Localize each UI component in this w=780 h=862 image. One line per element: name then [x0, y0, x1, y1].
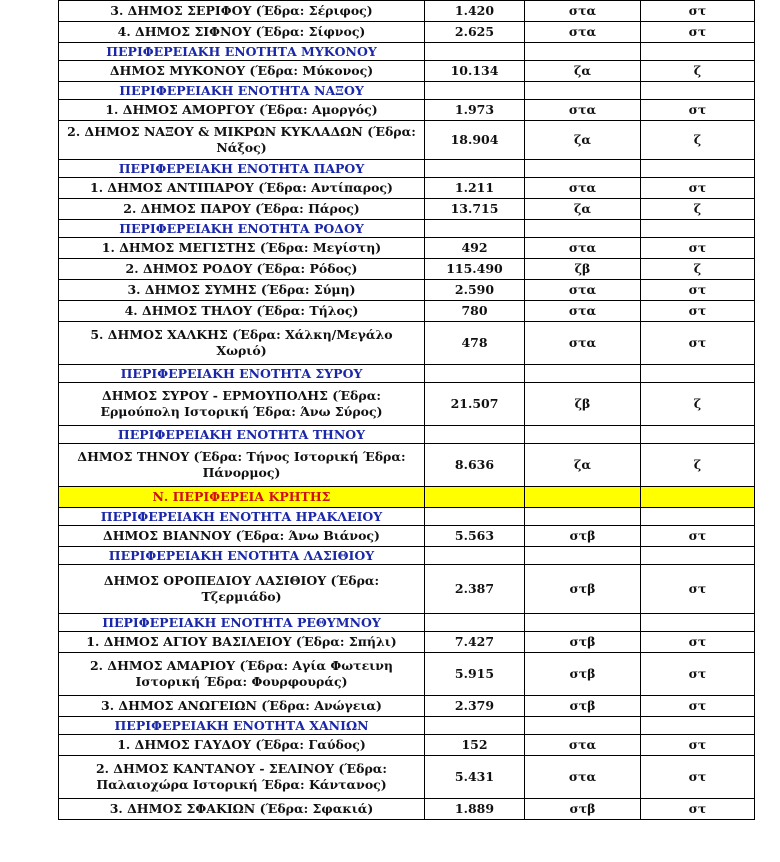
- unit-header-row: [59, 426, 755, 444]
- population-cell: 115.490: [425, 259, 525, 280]
- unit-name-cell: ΠΕΡΙΦΕΡΕΙΑΚΗ ΕΝΟΤΗΤΑ ΠΑΡΟΥ: [59, 160, 425, 178]
- population-cell: [425, 547, 525, 565]
- category-cell: [525, 220, 641, 238]
- class-cell: στ: [641, 526, 755, 547]
- table-row: [59, 322, 755, 365]
- municipality-name-cell: ΔΗΜΟΣ ΣΥΡΟΥ - ΕΡΜΟΥΠΟΛΗΣ (Έδρα: Ερμούπολη Ιστορική Έδρα: Άνω Σύρος): [59, 383, 425, 426]
- table-row: [59, 735, 755, 756]
- class-cell: στ: [641, 280, 755, 301]
- population-cell: 8.636: [425, 444, 525, 487]
- municipality-name-cell: ΔΗΜΟΣ ΤΗΝΟΥ (Έδρα: Τήνος Ιστορική Έδρα: Πάνορμος): [59, 444, 425, 487]
- unit-name-cell: ΠΕΡΙΦΕΡΕΙΑΚΗ ΕΝΟΤΗΤΑ ΣΥΡΟΥ: [59, 365, 425, 383]
- municipality-name-cell: 3. ΔΗΜΟΣ ΑΝΩΓΕΙΩΝ (Έδρα: Ανώγεια): [59, 696, 425, 717]
- population-cell: 21.507: [425, 383, 525, 426]
- table-row: [59, 756, 755, 799]
- class-cell: στ: [641, 565, 755, 614]
- class-cell: ζ: [641, 61, 755, 82]
- class-cell: [641, 508, 755, 526]
- municipality-name-cell: 5. ΔΗΜΟΣ ΧΑΛΚΗΣ (Έδρα: Χάλκη/Μεγάλο Χωριό): [59, 322, 425, 365]
- class-cell: ζ: [641, 121, 755, 160]
- population-cell: 1.420: [425, 1, 525, 22]
- class-cell: στ: [641, 1, 755, 22]
- population-cell: 2.625: [425, 22, 525, 43]
- category-cell: στβ: [525, 632, 641, 653]
- municipality-name-cell: 2. ΔΗΜΟΣ ΚΑΝΤΑΝΟΥ - ΣΕΛΙΝΟΥ (Έδρα: Παλαιοχώρα Ιστορική Έδρα: Κάντανος): [59, 756, 425, 799]
- population-cell: 7.427: [425, 632, 525, 653]
- population-cell: [425, 508, 525, 526]
- table-row: [59, 565, 755, 614]
- class-cell: στ: [641, 178, 755, 199]
- population-cell: 1.973: [425, 100, 525, 121]
- class-cell: στ: [641, 100, 755, 121]
- unit-header-row: [59, 220, 755, 238]
- unit-name-cell: ΠΕΡΙΦΕΡΕΙΑΚΗ ΕΝΟΤΗΤΑ ΡΕΘΥΜΝΟΥ: [59, 614, 425, 632]
- municipality-name-cell: 3. ΔΗΜΟΣ ΣΦΑΚΙΩΝ (Έδρα: Σφακιά): [59, 799, 425, 820]
- municipality-table-page: [58, 0, 754, 820]
- population-cell: 1.889: [425, 799, 525, 820]
- class-cell: στ: [641, 238, 755, 259]
- class-cell: ζ: [641, 199, 755, 220]
- category-cell: ζβ: [525, 259, 641, 280]
- class-cell: [641, 82, 755, 100]
- municipality-name-cell: 2. ΔΗΜΟΣ ΡΟΔΟΥ (Έδρα: Ρόδος): [59, 259, 425, 280]
- unit-header-row: [59, 717, 755, 735]
- population-cell: [425, 82, 525, 100]
- class-cell: στ: [641, 799, 755, 820]
- category-cell: στα: [525, 178, 641, 199]
- municipality-name-cell: 3. ΔΗΜΟΣ ΣΕΡΙΦΟΥ (Έδρα: Σέριφος): [59, 1, 425, 22]
- category-cell: στβ: [525, 696, 641, 717]
- unit-name-cell: ΠΕΡΙΦΕΡΕΙΑΚΗ ΕΝΟΤΗΤΑ ΜΥΚΟΝΟΥ: [59, 43, 425, 61]
- municipality-name-cell: ΔΗΜΟΣ ΟΡΟΠΕΔΙΟΥ ΛΑΣΙΘΙΟΥ (Έδρα: Τζερμιάδο): [59, 565, 425, 614]
- population-cell: [425, 160, 525, 178]
- municipality-name-cell: 2. ΔΗΜΟΣ ΝΑΞΟΥ & ΜΙΚΡΩΝ ΚΥΚΛΑΔΩΝ (Έδρα: Νάξος): [59, 121, 425, 160]
- table-row: [59, 238, 755, 259]
- category-cell: στα: [525, 280, 641, 301]
- population-cell: 5.915: [425, 653, 525, 696]
- unit-header-row: [59, 547, 755, 565]
- category-cell: στα: [525, 301, 641, 322]
- unit-name-cell: ΠΕΡΙΦΕΡΕΙΑΚΗ ΕΝΟΤΗΤΑ ΗΡΑΚΛΕΙΟΥ: [59, 508, 425, 526]
- category-cell: [525, 717, 641, 735]
- table-row: [59, 632, 755, 653]
- unit-name-cell: ΠΕΡΙΦΕΡΕΙΑΚΗ ΕΝΟΤΗΤΑ ΧΑΝΙΩΝ: [59, 717, 425, 735]
- category-cell: ζα: [525, 199, 641, 220]
- municipality-name-cell: 4. ΔΗΜΟΣ ΤΗΛΟΥ (Έδρα: Τήλος): [59, 301, 425, 322]
- unit-name-cell: ΠΕΡΙΦΕΡΕΙΑΚΗ ΕΝΟΤΗΤΑ ΤΗΝΟΥ: [59, 426, 425, 444]
- unit-name-cell: ΠΕΡΙΦΕΡΕΙΑΚΗ ΕΝΟΤΗΤΑ ΝΑΞΟΥ: [59, 82, 425, 100]
- table-row: [59, 178, 755, 199]
- municipality-name-cell: 1. ΔΗΜΟΣ ΑΝΤΙΠΑΡΟΥ (Έδρα: Αντίπαρος): [59, 178, 425, 199]
- class-cell: [641, 365, 755, 383]
- population-cell: 18.904: [425, 121, 525, 160]
- population-cell: 10.134: [425, 61, 525, 82]
- municipality-name-cell: 4. ΔΗΜΟΣ ΣΙΦΝΟΥ (Έδρα: Σίφνος): [59, 22, 425, 43]
- municipality-name-cell: 1. ΔΗΜΟΣ ΓΑΥΔΟΥ (Έδρα: Γαύδος): [59, 735, 425, 756]
- category-cell: [525, 160, 641, 178]
- population-cell: [425, 220, 525, 238]
- class-cell: στ: [641, 632, 755, 653]
- population-cell: 1.211: [425, 178, 525, 199]
- category-cell: [525, 487, 641, 508]
- region-name-cell: Ν. ΠΕΡΙΦΕΡΕΙΑ ΚΡΗΤΗΣ: [59, 487, 425, 508]
- class-cell: στ: [641, 653, 755, 696]
- population-cell: 2.387: [425, 565, 525, 614]
- table-row: [59, 301, 755, 322]
- population-cell: [425, 487, 525, 508]
- table-row: [59, 22, 755, 43]
- category-cell: [525, 426, 641, 444]
- category-cell: [525, 614, 641, 632]
- municipality-name-cell: ΔΗΜΟΣ ΜΥΚΟΝΟΥ (Έδρα: Μύκονος): [59, 61, 425, 82]
- category-cell: στα: [525, 322, 641, 365]
- class-cell: ζ: [641, 383, 755, 426]
- class-cell: [641, 220, 755, 238]
- class-cell: στ: [641, 696, 755, 717]
- category-cell: [525, 508, 641, 526]
- table-row: [59, 696, 755, 717]
- category-cell: στβ: [525, 526, 641, 547]
- table-row: [59, 61, 755, 82]
- class-cell: στ: [641, 322, 755, 365]
- population-cell: 5.431: [425, 756, 525, 799]
- category-cell: στα: [525, 735, 641, 756]
- class-cell: [641, 717, 755, 735]
- population-cell: 478: [425, 322, 525, 365]
- table-body: [59, 1, 755, 820]
- table-row: [59, 444, 755, 487]
- municipality-name-cell: 2. ΔΗΜΟΣ ΑΜΑΡΙΟΥ (Έδρα: Αγία Φωτεινη Ιστορική Έδρα: Φουρφουράς): [59, 653, 425, 696]
- municipality-table: [58, 0, 755, 820]
- unit-header-row: [59, 614, 755, 632]
- table-row: [59, 280, 755, 301]
- class-cell: στ: [641, 22, 755, 43]
- population-cell: 492: [425, 238, 525, 259]
- unit-name-cell: ΠΕΡΙΦΕΡΕΙΑΚΗ ΕΝΟΤΗΤΑ ΛΑΣΙΘΙΟΥ: [59, 547, 425, 565]
- unit-header-row: [59, 82, 755, 100]
- class-cell: στ: [641, 301, 755, 322]
- population-cell: [425, 365, 525, 383]
- category-cell: ζβ: [525, 383, 641, 426]
- municipality-name-cell: 2. ΔΗΜΟΣ ΠΑΡΟΥ (Έδρα: Πάρος): [59, 199, 425, 220]
- category-cell: [525, 365, 641, 383]
- table-row: [59, 799, 755, 820]
- category-cell: στα: [525, 22, 641, 43]
- category-cell: ζα: [525, 61, 641, 82]
- category-cell: στα: [525, 100, 641, 121]
- class-cell: [641, 614, 755, 632]
- municipality-name-cell: 3. ΔΗΜΟΣ ΣΥΜΗΣ (Έδρα: Σύμη): [59, 280, 425, 301]
- table-row: [59, 526, 755, 547]
- unit-header-row: [59, 160, 755, 178]
- category-cell: στβ: [525, 799, 641, 820]
- category-cell: στα: [525, 756, 641, 799]
- class-cell: [641, 547, 755, 565]
- population-cell: [425, 614, 525, 632]
- category-cell: στα: [525, 1, 641, 22]
- unit-name-cell: ΠΕΡΙΦΕΡΕΙΑΚΗ ΕΝΟΤΗΤΑ ΡΟΔΟΥ: [59, 220, 425, 238]
- class-cell: [641, 160, 755, 178]
- table-row: [59, 100, 755, 121]
- category-cell: [525, 82, 641, 100]
- population-cell: 5.563: [425, 526, 525, 547]
- category-cell: στβ: [525, 653, 641, 696]
- category-cell: [525, 43, 641, 61]
- class-cell: ζ: [641, 259, 755, 280]
- table-row: [59, 383, 755, 426]
- table-row: [59, 121, 755, 160]
- municipality-name-cell: 1. ΔΗΜΟΣ ΑΜΟΡΓΟΥ (Έδρα: Αμοργός): [59, 100, 425, 121]
- category-cell: στβ: [525, 565, 641, 614]
- table-row: [59, 199, 755, 220]
- unit-header-row: [59, 508, 755, 526]
- population-cell: [425, 43, 525, 61]
- table-row: [59, 259, 755, 280]
- unit-header-row: [59, 365, 755, 383]
- municipality-name-cell: 1. ΔΗΜΟΣ ΜΕΓΙΣΤΗΣ (Έδρα: Μεγίστη): [59, 238, 425, 259]
- table-row: [59, 1, 755, 22]
- class-cell: στ: [641, 735, 755, 756]
- population-cell: 2.379: [425, 696, 525, 717]
- population-cell: [425, 717, 525, 735]
- region-header-row: [59, 487, 755, 508]
- population-cell: 13.715: [425, 199, 525, 220]
- class-cell: [641, 487, 755, 508]
- class-cell: [641, 43, 755, 61]
- table-row: [59, 653, 755, 696]
- class-cell: [641, 426, 755, 444]
- category-cell: [525, 547, 641, 565]
- population-cell: 152: [425, 735, 525, 756]
- class-cell: στ: [641, 756, 755, 799]
- unit-header-row: [59, 43, 755, 61]
- population-cell: [425, 426, 525, 444]
- category-cell: ζα: [525, 444, 641, 487]
- category-cell: στα: [525, 238, 641, 259]
- population-cell: 780: [425, 301, 525, 322]
- municipality-name-cell: 1. ΔΗΜΟΣ ΑΓΙΟΥ ΒΑΣΙΛΕΙΟΥ (Έδρα: Σπήλι): [59, 632, 425, 653]
- category-cell: ζα: [525, 121, 641, 160]
- class-cell: ζ: [641, 444, 755, 487]
- population-cell: 2.590: [425, 280, 525, 301]
- municipality-name-cell: ΔΗΜΟΣ ΒΙΑΝΝΟΥ (Έδρα: Άνω Βιάνος): [59, 526, 425, 547]
